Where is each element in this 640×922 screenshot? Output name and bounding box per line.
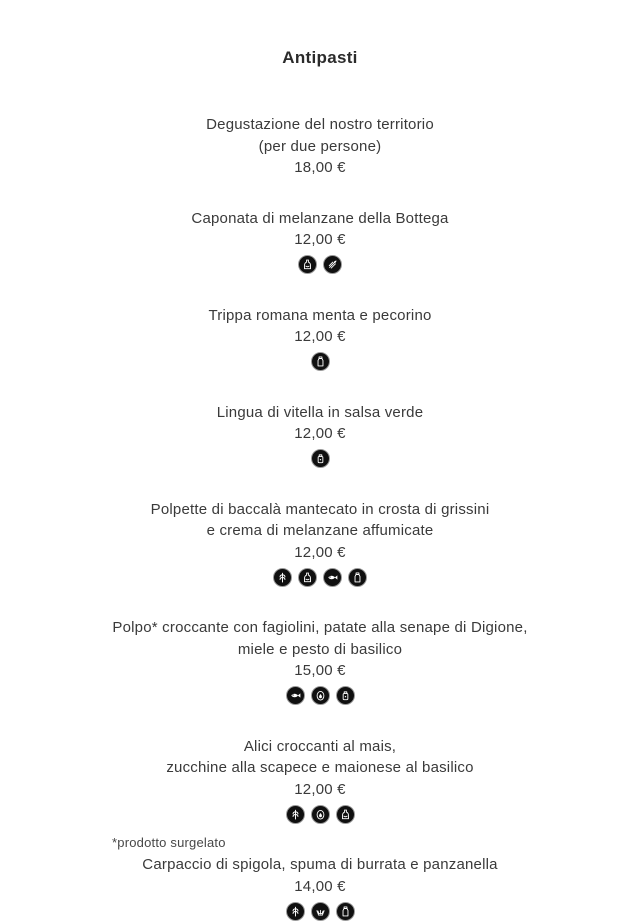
fish-icon xyxy=(323,568,342,587)
fish-icon xyxy=(286,686,305,705)
item-lines xyxy=(0,114,640,157)
frozen-product-footnote: *prodotto surgelato xyxy=(112,835,226,850)
item-allergens xyxy=(0,254,640,276)
milk-icon xyxy=(336,902,355,921)
item-price: 12,00 € xyxy=(294,780,346,798)
menu-item xyxy=(0,854,640,922)
item-line: zucchine alla scapece e maionese al basilico xyxy=(166,759,474,776)
egg-icon xyxy=(311,686,330,705)
item-line: Lingua di vitella in salsa verde xyxy=(216,403,424,421)
item-line: Alici croccanti al mais, xyxy=(243,737,397,755)
item-line: Degustazione del nostro territorio xyxy=(206,116,434,133)
item-line: Trippa romana menta e pecorino xyxy=(208,306,432,324)
menu-item xyxy=(0,736,640,826)
sulphites-icon xyxy=(336,805,355,824)
menu-item xyxy=(0,402,640,470)
menu-item xyxy=(0,208,640,276)
item-allergens xyxy=(0,685,640,707)
milk-icon xyxy=(311,352,330,371)
sulphites-icon xyxy=(298,255,317,274)
item-line: e crema di melanzane affumicate xyxy=(206,522,434,539)
item-lines xyxy=(0,305,640,327)
menu-items xyxy=(0,114,640,922)
item-lines xyxy=(0,854,640,876)
item-line: Caponata di melanzane della Bottega xyxy=(191,209,449,227)
menu-item xyxy=(0,617,640,707)
item-allergens xyxy=(0,803,640,825)
menu-item xyxy=(0,499,640,589)
item-lines xyxy=(0,499,640,542)
gluten-icon xyxy=(286,805,305,824)
menu-item xyxy=(0,305,640,373)
item-price: 12,00 € xyxy=(294,328,346,345)
item-line: Polpo* croccante con fagiolini, patate alla senape di Digione, xyxy=(112,619,528,636)
mustard-icon xyxy=(336,686,355,705)
menu-section-title: Antipasti xyxy=(282,48,358,67)
item-price: 12,00 € xyxy=(294,231,346,248)
item-lines xyxy=(0,736,640,779)
item-price: 15,00 € xyxy=(294,662,346,679)
milk-icon xyxy=(348,568,367,587)
item-line: Polpette di baccalà mantecato in crosta di grissini xyxy=(150,500,490,518)
shellfish-icon xyxy=(311,902,330,921)
item-lines xyxy=(0,402,640,424)
item-price: 12,00 € xyxy=(294,425,346,442)
item-line: miele e pesto di basilico xyxy=(237,640,403,658)
item-line: Carpaccio di spigola, spuma di burrata e panzanella xyxy=(142,856,498,873)
item-allergens xyxy=(0,448,640,470)
item-allergens xyxy=(0,900,640,922)
item-price: 18,00 € xyxy=(294,159,346,176)
item-lines xyxy=(0,617,640,660)
gluten-icon xyxy=(273,568,292,587)
menu-item xyxy=(0,114,640,179)
item-line: (per due persone) xyxy=(258,137,382,155)
item-price: 12,00 € xyxy=(294,543,346,561)
sulphites-icon xyxy=(298,568,317,587)
egg-icon xyxy=(311,805,330,824)
item-lines xyxy=(0,208,640,230)
gluten-icon xyxy=(286,902,305,921)
item-allergens xyxy=(0,566,640,588)
celery-icon xyxy=(323,255,342,274)
item-price: 14,00 € xyxy=(294,877,346,895)
item-allergens xyxy=(0,351,640,373)
mustard-icon xyxy=(311,449,330,468)
